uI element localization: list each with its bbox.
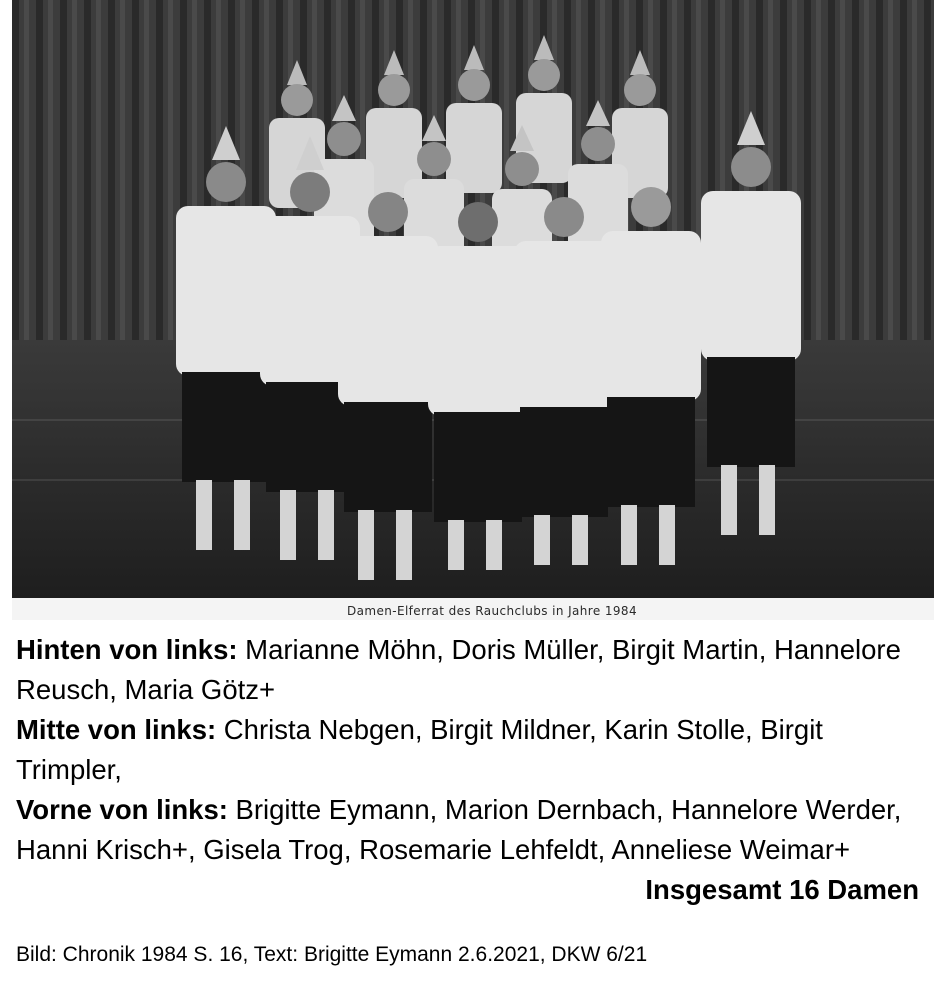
photo-caption: Damen-Elferrat des Rauchclubs in Jahre 1984 (346, 604, 638, 618)
row-back (16, 630, 936, 710)
row-middle (16, 710, 936, 790)
row-names: Christa Nebgen, Birgit Mildner, Karin Stolle, Birgit Trimpler, (16, 714, 823, 785)
row-label: Mitte von links: (16, 714, 217, 745)
group-photo (12, 0, 934, 620)
source-credit: Bild: Chronik 1984 S. 16, Text: Brigitte Eymann 2.6.2021, DKW 6/21 (16, 943, 648, 966)
row-names: Brigitte Eymann, Marion Dernbach, Hannelore Werder, Hanni Krisch+, Gisela Trog, Rosemarie Lehfeldt, Anneliese Weimar+ (16, 794, 902, 865)
row-names: Marianne Möhn, Doris Müller, Birgit Martin, Hannelore Reusch, Maria Götz+ (16, 634, 901, 705)
total-count: Insgesamt 16 Damen (645, 874, 919, 905)
row-label: Vorne von links: (16, 794, 228, 825)
names-list (16, 630, 936, 870)
row-label: Hinten von links: (16, 634, 238, 665)
row-front (16, 790, 936, 870)
